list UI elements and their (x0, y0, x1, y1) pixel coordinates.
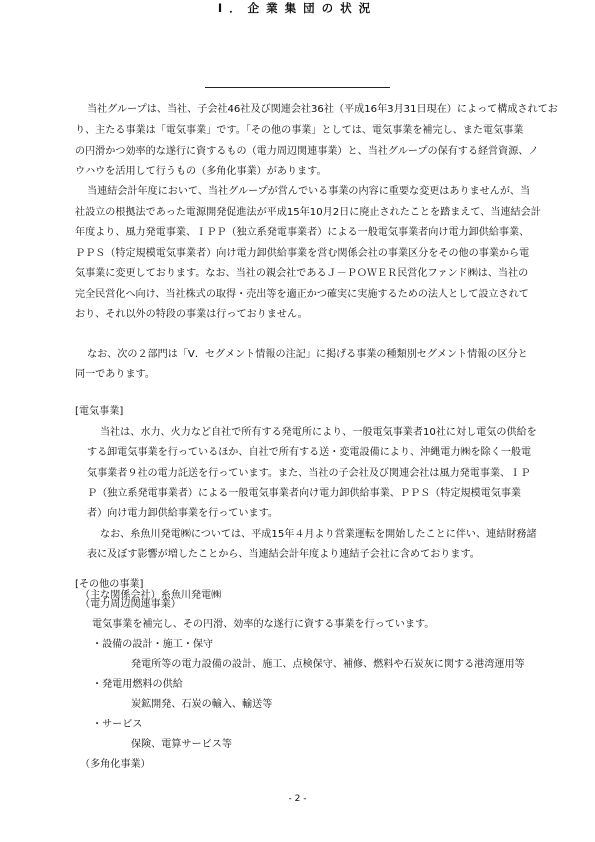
list-item-desc: 発電所等の電力設備の設計、施工、点検保守、補修、燃料や石炭灰に関する港湾運用等 (131, 659, 525, 670)
sub-desc: 電気事業を補完し、その円滑、効率的な遂行に資する事業を行っています。 (92, 619, 435, 630)
change-line: 当連結会計年度において、当社グループが営んでいる事業の内容に重要な変更はありませんが、当 (87, 186, 531, 197)
intro-line: の円滑かつ効率的な遂行に資するもの（電力周辺関連事業）と、当社グループの保有する経営資源、ノ (75, 146, 539, 157)
change-line: 完全民営化へ向け、当社株式の取得・売出等を適正かつ確実に実施するための法人として設立されて (75, 289, 529, 300)
electric-line: Ｐ（独立系発電事業者）による一般電気事業者向け電力卸供給事業、ＰＰＳ（特定規模電気事業 (87, 488, 522, 499)
electric-line: 表に及ぼす影響が増したことから、当連結会計年度より連結子会社に含めております。 (87, 549, 480, 560)
list-item-label: ・発電用燃料の供給 (92, 679, 183, 690)
electric-line: 気事業者９社の電力託送を行っています。また、当社の子会社及び関連会社は風力発電事業、ＩＰ (87, 468, 531, 479)
intro-line: ウハウを活用して行うもの（多角化事業）があります。 (75, 166, 327, 177)
segment-note-line: なお、次の２部門は「Ⅴ．セグメント情報の注記」に掲げる事業の種類別セグメント情報の区分と (87, 349, 528, 360)
sub-heading-diversified: （多角化事業） (80, 759, 151, 770)
sub-heading-power: （電力周辺関連事業） (80, 599, 181, 610)
section-title: Ⅰ．企業集団の状況 (217, 1, 378, 15)
list-item-label: ・サービス (92, 719, 143, 730)
electric-line: なお、糸魚川発電㈱については、平成15年４月より営業運転を開始したことに伴い、連結財務諸 (100, 529, 537, 540)
change-line: ＰＰＳ（特定規模電気事業者）向け電力卸供給事業を営む関係会社の事業区分をその他の事業から電 (75, 248, 530, 259)
other-heading: [その他の事業] (75, 579, 144, 590)
electric-line: 当社は、水力、火力など自社で所有する発電所により、一般電気事業者10社に対し電気の供給を (100, 427, 537, 438)
list-item-desc: 保険、電算サービス等 (131, 739, 232, 750)
list-item-desc: 炭鉱開発、石炭の輸入、輸送等 (131, 699, 273, 710)
electric-line: 者）向け電力卸供給事業を行っています。 (87, 508, 278, 519)
change-line: 社設立の根拠法であった電源開発促進法が平成15年10月2日に廃止されたことを踏まえて、当連結会計 (75, 207, 541, 218)
list-item-label: ・設備の設計・施工・保守 (92, 639, 214, 650)
change-line: 気事業に変更しております。なお、当社の親会社であるＪ－ＰＯＷＥＲ民営化ファンド㈱は、当社の (75, 268, 529, 279)
segment-note-line: 同一であります。 (75, 369, 155, 380)
electric-line: する卸電気事業を行っているほか、自社で所有する送・変電設備により、沖縄電力㈱を除く一般電 (87, 447, 532, 458)
change-line: 年度より、風力発電事業、ＩＰＰ（独立系発電事業者）による一般電気事業者向け電力卸供給事業、 (75, 227, 530, 238)
page-number: - 2 - (288, 794, 307, 804)
intro-line: 当社グループは、当社、子会社46社及び関連会社36社（平成16年3月31日現在）によって構成されてお (87, 104, 558, 115)
intro-line: り、主たる事業は「電気事業」です。「その他の事業」としては、電気事業を補完し、また電気事業 (75, 125, 524, 136)
change-line: おり、それ以外の特段の事業は行っておりません。 (75, 309, 308, 320)
title-underline (205, 87, 390, 88)
electric-heading: [電気事業] (75, 406, 124, 417)
main-affiliate: （主な関係会社）糸魚川発電㈱ (80, 590, 222, 601)
